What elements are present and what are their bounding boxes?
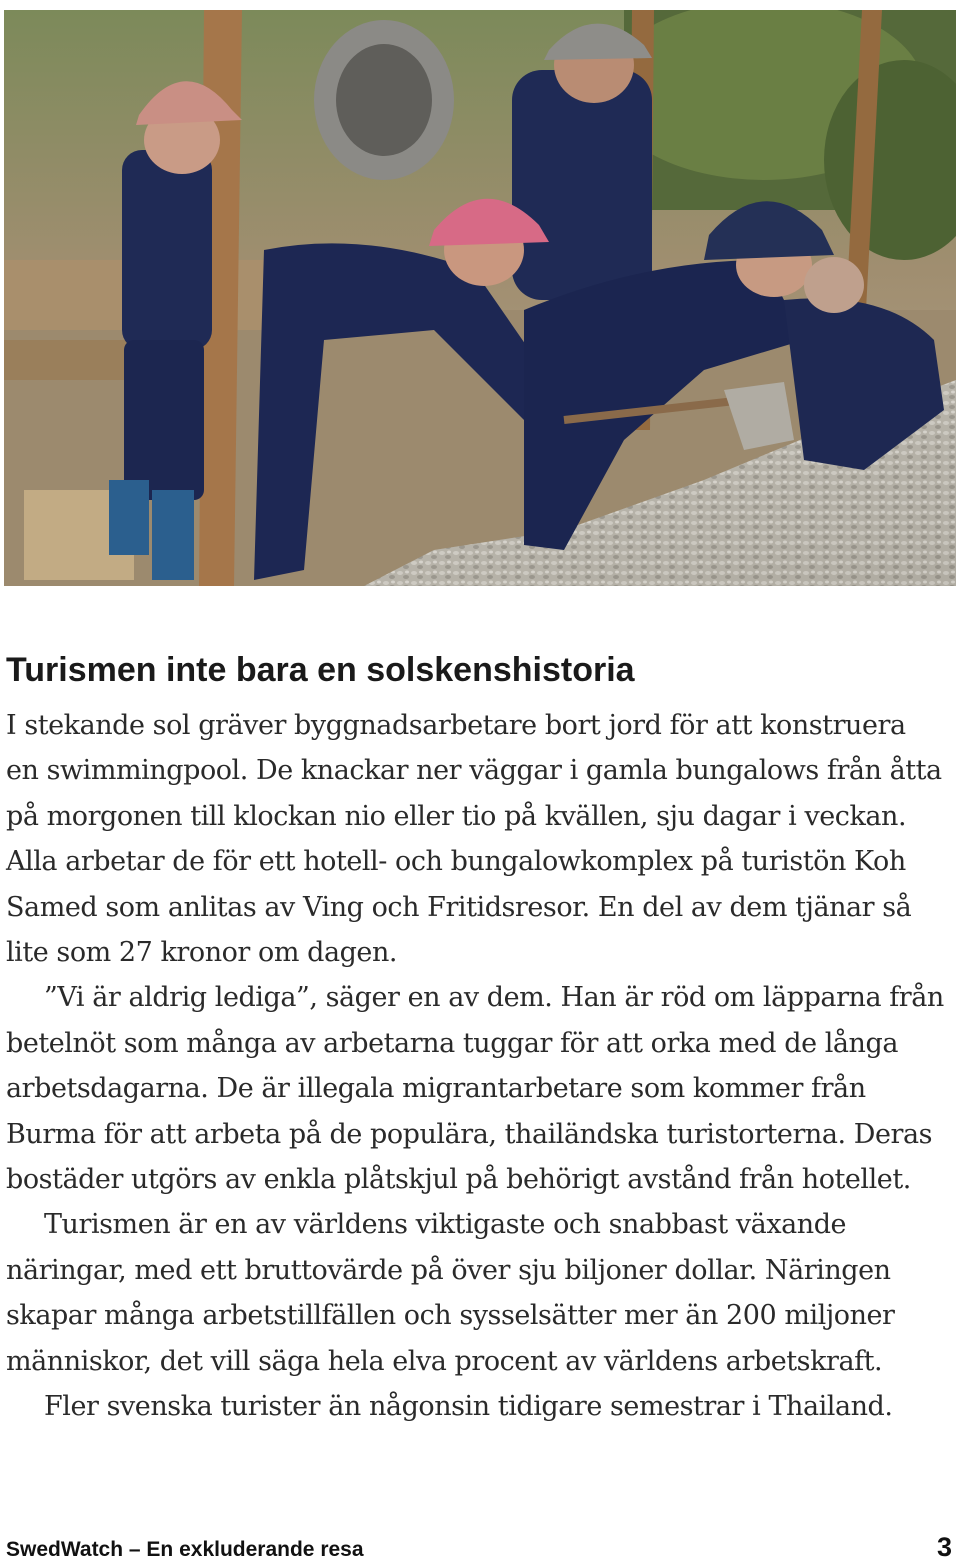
footer-publication-title: SwedWatch – En exkluderande resa — [6, 1538, 364, 1561]
construction-workers-photo — [4, 10, 956, 586]
article-body — [6, 703, 946, 1430]
page-number: 3 — [936, 1532, 952, 1562]
article-paragraph: ”Vi är aldrig lediga”, säger en av dem. Han är röd om läpparna från betelnöt som många av arbetarna tuggar för att orka med de långa arbetsdagarna. De är illegala migrantarbetare som kommer från Burma för att arbeta på de populära, thailändska turistorterna. Deras bostäder utgörs av enkla plåtskjul på behörigt avstånd från hotellet. — [6, 982, 944, 1196]
article-headline: Turismen inte bara en solskenshistoria — [6, 651, 635, 689]
page-footer — [6, 1532, 952, 1564]
article-paragraph: Turismen är en av världens viktigaste och snabbast växande näringar, med ett bruttovärde på över sju biljoner dollar. Näringen skapar många arbetstillfällen och sysselsätter mer än 200 miljoner människor, det vill säga hela elva procent av världens arbetskraft. — [6, 1209, 895, 1377]
article-paragraph: Fler svenska turister än någonsin tidigare semestrar i Thailand. — [44, 1391, 893, 1423]
article-paragraph: I stekande sol gräver byggnadsarbetare bort jord för att konstruera en swimmingpool. De knackar ner väggar i gamla bungalows från åtta på morgonen till klockan nio eller tio på kvällen, sju dagar i veckan. Alla arbetar de för ett hotell- och bungalowkomplex på turistön Koh Samed som anlitas av Ving och Fritidsresor. En del av dem tjänar så lite som 27 kronor om dagen. — [6, 710, 942, 969]
